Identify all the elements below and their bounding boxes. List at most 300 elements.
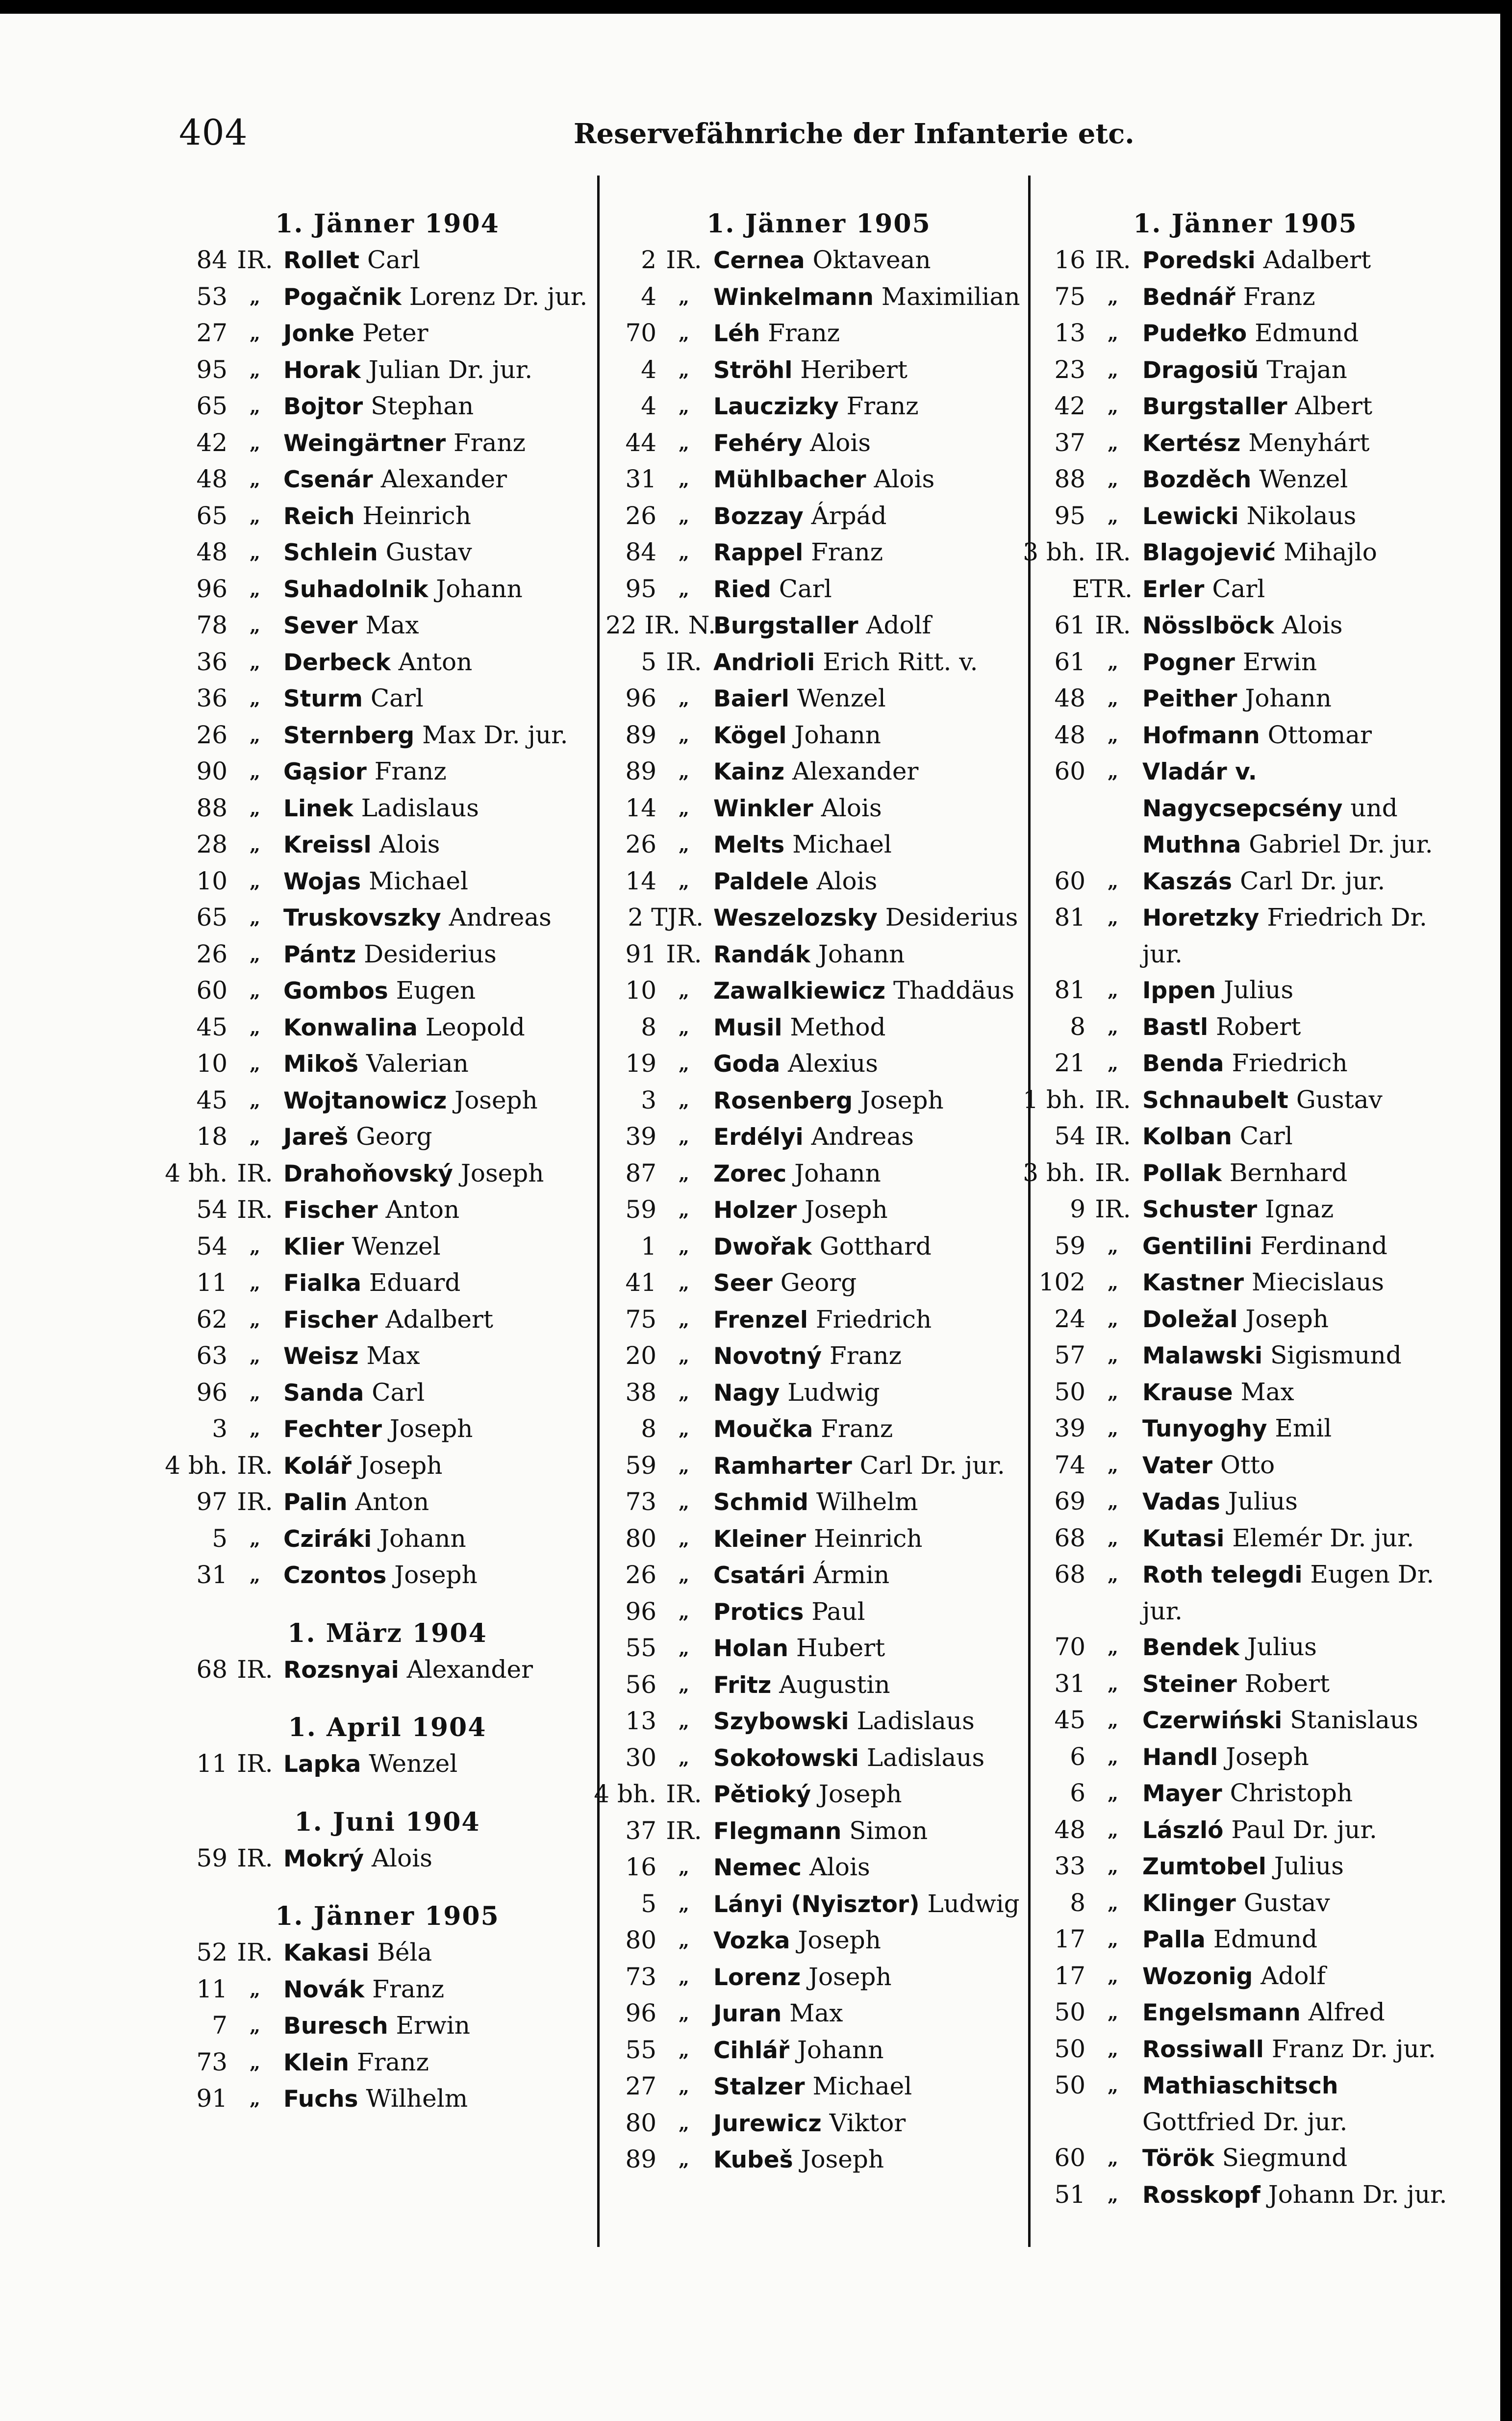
entry-name [704,2105,1032,2142]
given-name: Michael [812,2072,912,2100]
regiment-type: „ [679,285,689,308]
entry-number-cell [176,388,275,425]
list-item [605,900,1032,936]
regiment-number: 45 [1054,1706,1086,1734]
regiment-type: IR. [1095,1158,1131,1187]
surname: Fechter [283,1416,382,1443]
list-item [1034,425,1456,462]
entry-number-cell [176,352,275,388]
entry-number-cell [1034,2177,1133,2213]
entry-number-line [176,315,275,352]
regiment-number: 17 [1054,1961,1086,1990]
regiment-type: „ [679,468,689,490]
surname: Handl [1142,1743,1218,1771]
entry-number-cell [1034,754,1133,790]
given-name: Ottomar [1267,720,1372,749]
entry-name [1133,1337,1456,1374]
surname: Bendek [1142,1634,1239,1661]
entry-name [275,1229,598,1265]
regiment-number: 11 [196,1974,228,2003]
given-name: Eugen [396,976,476,1005]
list-item [605,1922,1032,1959]
regiment-type: „ [679,1053,689,1075]
list-item [605,1740,1032,1777]
entry-number-cell [605,571,704,607]
regiment-number: 28 [196,830,228,858]
regiment-type: „ [679,431,689,454]
list-item [176,461,598,498]
entry-name [1133,1958,1456,1995]
entry-number-line [605,1448,704,1484]
given-name: Viktor [829,2108,906,2137]
regiment-number: 4 bh. [165,1159,228,1187]
list-item [176,644,598,681]
list-item [176,2081,598,2118]
entry-number-line [1034,1629,1133,1665]
list-item [1034,1411,1456,1447]
regiment-type: „ [1108,2074,1118,2096]
entry-number-cell [605,534,704,571]
regiment-number: 22 [605,611,637,639]
regiment-type: „ [679,2148,689,2170]
entry-name [704,863,1032,900]
entry-number-line [1034,388,1133,425]
regiment-number: 11 [196,1268,228,1297]
regiment-type: „ [1108,1235,1118,1257]
surname: Pogačnik [283,283,402,311]
list-item [176,352,598,389]
entry-number-cell [176,425,275,461]
entry-number-line [176,1557,275,1593]
entry-number-line [605,2105,704,2142]
regiment-number: 11 [196,1749,228,1778]
entry-number-line [605,1411,704,1447]
given-name: Desiderius [885,903,1018,932]
list-item [605,1156,1032,1192]
regiment-number: 73 [625,1962,657,1991]
regiment-number: 60 [196,976,228,1005]
entry-number-line [1034,2068,1133,2104]
list-item [1034,279,1456,316]
entry-number-line [605,1375,704,1411]
entry-number-cell [1034,1775,1133,1812]
regiment-number: 96 [196,574,228,603]
regiment-type: „ [1108,2147,1118,2169]
entry-number-cell [176,900,275,936]
page-number: 404 [179,112,248,153]
entry-name [704,1192,1032,1229]
surname: Burgstaller [1142,393,1287,420]
surname: Poredski [1142,247,1256,274]
given-name: Johann [1245,684,1332,712]
surname: Fehéry [713,429,803,457]
regiment-number: 36 [196,684,228,712]
given-name: Franz [846,392,919,420]
given-name: Thaddäus [893,976,1014,1005]
surname: Zumtobel [1142,1853,1266,1880]
regiment-type: „ [679,1016,689,1038]
entry-number-line [605,1922,704,1959]
regiment-type: „ [250,1308,260,1331]
given-name: Gabriel Dr. jur. [1249,830,1433,858]
regiment-number: 4 bh. [165,1451,228,1480]
given-name: und [1350,793,1398,822]
list-item [605,2068,1032,2105]
list-item [1034,2140,1456,2177]
list-item [605,607,1032,644]
entry-number-cell [176,1411,275,1447]
given-name: Oktavean [812,246,931,274]
entry-name [1133,1520,1456,1557]
surname: Kubeš [713,2146,793,2173]
regiment-type: „ [250,2015,260,2037]
entry-name [275,1935,598,1971]
entry-name [1133,352,1456,389]
surname: Bastl [1142,1013,1209,1041]
entry-number-cell [176,1229,275,1265]
entry-name [1133,461,1456,498]
regiment-type: „ [679,1454,689,1477]
entry-name [704,790,1032,827]
entry-name [275,863,598,900]
entry-number-cell [1034,1812,1133,1848]
entry-name [275,1557,598,1594]
surname: Peither [1142,685,1237,712]
regiment-type: „ [679,358,689,381]
regiment-number: 26 [625,501,657,530]
list-item [1034,1885,1456,1922]
regiment-type: IR. [666,939,702,968]
surname: Bojtor [283,393,363,420]
regiment-number: 91 [625,939,657,968]
regiment-number: 24 [1054,1304,1086,1333]
list-item [1034,1921,1456,1958]
regiment-number: 54 [196,1195,228,1224]
entry-name [704,1046,1032,1083]
entry-name [1133,1374,1456,1411]
regiment-number: 10 [196,866,228,895]
regiment-number: 42 [1054,392,1086,420]
given-name: Wenzel [369,1749,458,1778]
regiment-type: IR. [237,1843,273,1872]
surname: Kainz [713,758,785,785]
surname: Nösslböck [1142,612,1274,639]
list-item [176,1746,598,1783]
entry-name [275,827,598,863]
surname: Stalzer [713,2073,805,2100]
entry-number-cell [605,1083,704,1119]
entry-number-line [165,1156,275,1192]
list-item [605,1521,1032,1558]
list-item [176,1229,598,1265]
regiment-number: 96 [625,1999,657,2027]
list-item [1034,1775,1456,1812]
regiment-number: 27 [625,2072,657,2100]
surname: Pudełko [1142,320,1247,347]
surname: Engelsmann [1142,1999,1301,2026]
given-name: Wenzel [352,1232,441,1261]
entry-number-line [1034,863,1133,900]
given-name: Method [790,1012,886,1041]
given-name: Andreas [811,1122,914,1151]
regiment-number: 27 [196,319,228,347]
regiment-type: „ [679,395,689,417]
list-item [605,681,1032,717]
surname: Baierl [713,685,789,712]
entry-name [275,2008,598,2044]
given-name: Franz [811,538,883,566]
regiment-number: 5 [212,1524,228,1553]
entry-name [704,1740,1032,1777]
entry-number-cell [176,936,275,973]
entry-name [275,1521,598,1558]
entry-name [704,279,1032,316]
entry-number-cell [605,1411,704,1447]
list-item [605,1703,1032,1740]
surname: Dragosiŭ [1142,356,1259,384]
regiment-type: IR. [1095,538,1131,566]
entry-number-line [176,2044,275,2081]
regiment-number: 19 [625,1049,657,1078]
entry-number-cell [605,1009,704,1046]
entry-name [1133,1009,1456,1046]
list-item [605,790,1032,827]
regiment-type: „ [250,651,260,673]
entry-name [275,1971,598,2008]
entry-name [1133,315,1456,352]
given-name: Nikolaus [1246,501,1357,530]
entry-number-cell [1034,1411,1133,1447]
entry-name [275,1375,598,1412]
regiment-type: „ [1108,1709,1118,1731]
given-name: Ármin [813,1561,890,1589]
entry-name [275,1302,598,1338]
regiment-type: „ [679,797,689,819]
regiment-type: „ [250,760,260,782]
entry-number-cell [1034,315,1133,352]
list-item [1034,863,1456,900]
regiment-type: „ [1108,2001,1118,2023]
regiment-type: „ [1108,651,1118,673]
surname: Sever [283,612,358,639]
list-item [1034,1484,1456,1520]
entry-number-cell [605,827,704,863]
entry-name [704,1557,1032,1594]
regiment-number: 56 [625,1670,657,1699]
entry-number-cell [605,388,704,425]
entry-number-line [1034,2140,1133,2176]
document-page [0,14,1500,2421]
surname: Erler [1142,576,1205,603]
surname: Linek [283,795,353,822]
list-item [165,1156,598,1192]
regiment-number: 37 [1054,428,1086,457]
given-name: Adalbert [1263,246,1371,274]
entry-number-line [176,352,275,388]
regiment-type: IR. N. [644,611,716,639]
entry-name [275,1119,598,1156]
surname: Seer [713,1270,773,1297]
regiment-type: IR. [1095,246,1131,274]
regiment-number: 8 [1070,1888,1086,1917]
entry-number-cell [176,1192,275,1228]
regiment-number: 74 [1054,1450,1086,1479]
entry-number-cell [176,1265,275,1301]
surname: Vadas [1142,1488,1220,1515]
entry-number-line [176,717,275,754]
given-name: Augustin [779,1670,890,1699]
regiment-number: 4 [641,282,657,311]
entry-number-line [605,1959,704,1995]
entry-name [1133,2031,1456,2068]
list-item [1034,2068,1456,2140]
given-name: Mihajlo [1284,538,1377,566]
surname: Tunyoghy [1142,1415,1267,1442]
surname: Léh [713,320,760,347]
entry-name [704,900,1032,936]
regiment-type: IR. [1095,1085,1131,1114]
entry-number-cell [1034,571,1133,607]
list-item [594,1776,1032,1813]
entry-name [1133,717,1456,754]
entry-number-line [176,1411,275,1447]
regiment-type: „ [679,1856,689,1878]
regiment-type: „ [679,1235,689,1258]
surname: Török [1142,2145,1214,2172]
entry-number-line [1034,425,1133,461]
entry-name [1133,863,1456,900]
list-item [176,1009,598,1046]
given-name: Michael [369,866,468,895]
regiment-type: „ [1108,431,1118,454]
entry-name [704,1594,1032,1631]
entry-name [275,425,598,462]
regiment-type: „ [1108,1855,1118,1877]
entry-number-cell [176,1521,275,1557]
regiment-type: „ [679,504,689,527]
regiment-number: 50 [1054,1998,1086,2026]
entry-name [704,1922,1032,1959]
list-item [605,2142,1032,2178]
list-item [1034,1958,1456,1995]
given-name: Johann [379,1524,466,1553]
given-name: Elemér Dr. jur. [1232,1523,1414,1552]
regiment-type: IR. [666,1816,702,1845]
given-name: Franz [454,428,526,457]
given-name: Friedrich Dr. jur. [1142,903,1427,968]
list-item [605,1557,1032,1594]
entry-number-line [1034,352,1133,388]
regiment-type: „ [679,1089,689,1111]
surname: Derbeck [283,649,391,676]
surname: Czerwiński [1142,1707,1283,1734]
given-name: Robert [1216,1012,1301,1041]
given-name: Heribert [800,355,907,384]
entry-name [1133,1301,1456,1338]
list-item [1034,1447,1456,1484]
surname: Gentilini [1142,1233,1253,1260]
given-name: Adolf [866,611,932,639]
entry-name [1133,1848,1456,1885]
entry-number-line [176,754,275,790]
entry-number-cell [605,2068,704,2105]
entry-name [704,2068,1032,2105]
surname: Fischer [283,1306,378,1334]
list-item [1034,1557,1456,1629]
entry-name [704,1083,1032,1119]
entry-name [1133,900,1456,972]
entry-number-line [605,1338,704,1374]
entry-name [275,498,598,535]
surname: Fritz [713,1671,772,1699]
surname: Kaszás [1142,868,1233,895]
given-name: Joseph [808,1962,892,1991]
list-item [176,1521,598,1558]
entry-number-cell [1034,1666,1133,1702]
entry-name [1133,388,1456,425]
regiment-number: 20 [625,1341,657,1370]
list-item [605,534,1032,571]
entry-number-cell [1023,534,1133,571]
given-name: Anton [398,647,473,676]
list-item [1034,717,1456,754]
given-name: Ladislaus [857,1707,975,1735]
surname: Truskovszky [283,905,441,932]
list-item [1023,534,1456,571]
given-name: Ladislaus [866,1743,985,1772]
entry-name [1133,1264,1456,1301]
regiment-number: 21 [1054,1049,1086,1077]
entry-number-line [605,1265,704,1301]
given-name: Árpád [811,501,887,530]
given-name: Andreas [449,903,552,932]
surname: Nemec [713,1854,802,1881]
entry-number-line [605,1119,704,1155]
given-name: Julius [1228,1487,1298,1515]
entry-number-cell [176,827,275,863]
surname: Erdélyi [713,1124,804,1151]
entry-number-cell [1034,1118,1133,1155]
entry-number-cell [1023,1155,1133,1191]
regiment-type: IR. [666,246,702,274]
surname: Protics [713,1598,804,1626]
entry-number-cell [605,644,704,681]
given-name: Julius [1224,976,1294,1004]
entry-name [1133,1484,1456,1520]
entry-name [1133,1921,1456,1958]
regiment-number: 6 [1070,1742,1086,1771]
entry-number-cell [605,242,704,278]
regiment-number: 50 [1054,2034,1086,2063]
surname: Benda [1142,1050,1224,1077]
regiment-number: 65 [196,903,228,932]
regiment-number: 65 [196,392,228,420]
regiment-type: IR. [237,1938,273,1967]
entry-number-cell [605,1667,704,1703]
entry-number-cell [605,1484,704,1520]
list-item [1034,571,1456,608]
surname: Csatári [713,1562,806,1589]
entry-number-cell [176,2081,275,2117]
page-header [0,102,1500,161]
regiment-number: 55 [625,2035,657,2064]
surname: Fialka [283,1270,362,1297]
entry-number-line [176,1229,275,1265]
regiment-number: 60 [1054,2144,1086,2172]
surname: Rozsnyai [283,1656,399,1684]
list-item [176,315,598,352]
entry-name [1133,644,1456,681]
